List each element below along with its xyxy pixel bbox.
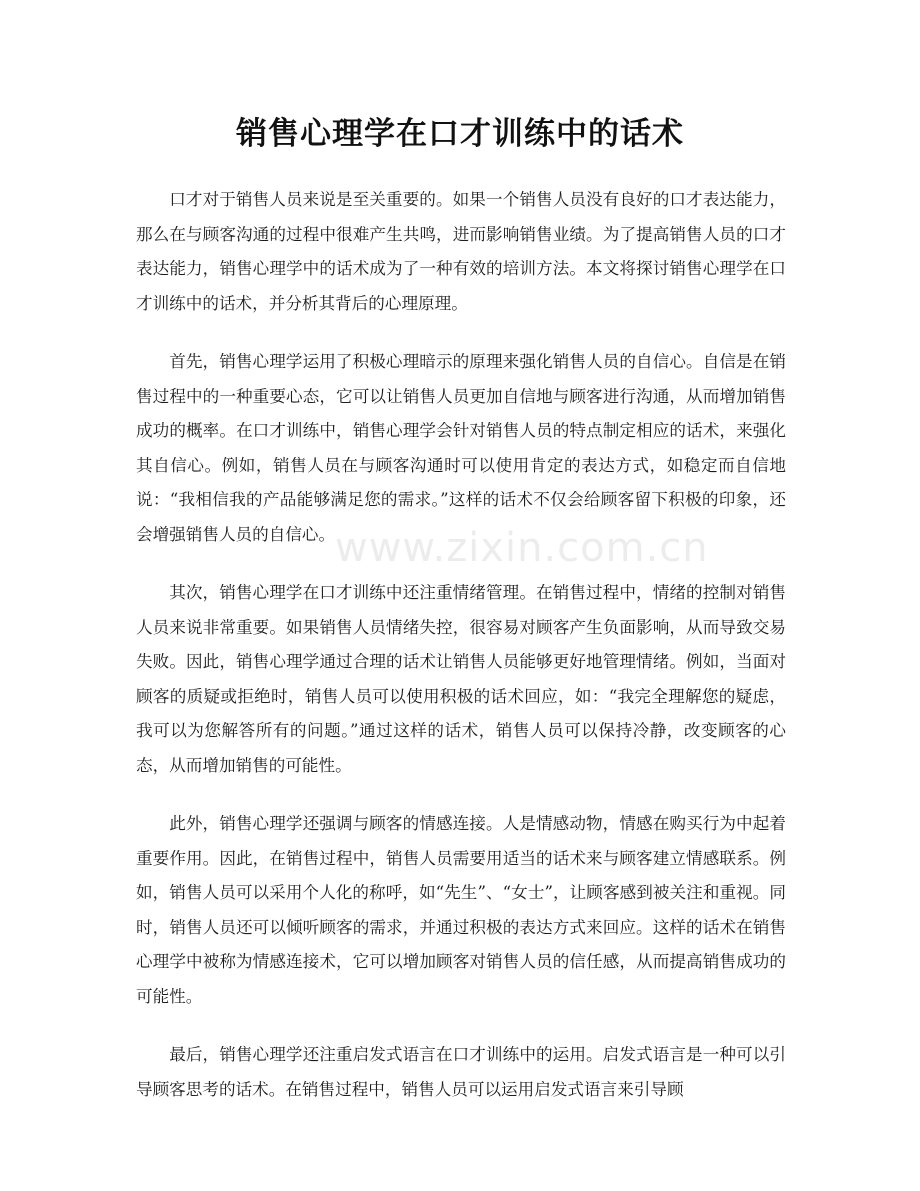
document-body <box>136 183 786 1131</box>
paragraph: 此外，销售心理学还强调与顾客的情感连接。人是情感动物，情感在购买行为中起着重要作用。因此，在销售过程中，销售人员需要用适当的话术来与顾客建立情感联系。例如，销售人员可以采用个人化的称呼，如“先生”、“女士”，让顾客感到被关注和重视。同时，销售人员还可以倾听顾客的需求，并通过积极的表达方式来回应。这样的话术在销售心理学中被称为情感连接术，它可以增加顾客对销售人员的信任感，从而提高销售成功的可能性。 <box>136 814 786 1006</box>
paragraph: 其次，销售心理学在口才训练中还注重情绪管理。在销售过程中，情绪的控制对销售人员来说非常重要。如果销售人员情绪失控，很容易对顾客产生负面影响，从而导致交易失败。因此，销售心理学通过合理的话术让销售人员能够更好地管理情绪。例如，当面对顾客的质疑或拒绝时，销售人员可以使用积极的话术回应，如：“我完全理解您的疑虑，我可以为您解答所有的问题。”通过这样的话术，销售人员可以保持冷静，改变顾客的心态，从而增加销售的可能性。 <box>136 583 786 775</box>
watermark: www.zixin.com.cn <box>335 525 709 571</box>
document-title: 销售心理学在口才训练中的话术 <box>236 116 684 152</box>
paragraph: 首先，销售心理学运用了积极心理暗示的原理来强化销售人员的自信心。自信是在销售过程中的一种重要心态，它可以让销售人员更加自信地与顾客进行沟通，从而增加销售成功的概率。在口才训练中，销售心理学会针对销售人员的特点制定相应的话术，来强化其自信心。例如，销售人员在与顾客沟通时可以使用肯定的表达方式，如稳定而自信地说：“我相信我的产品能够满足您的需求。”这样的话术不仅会给顾客留下积极的印象，还会增强销售人员的自信心。 <box>136 352 786 544</box>
paragraph: 口才对于销售人员来说是至关重要的。如果一个销售人员没有良好的口才表达能力，那么在与顾客沟通的过程中很难产生共鸣，进而影响销售业绩。为了提高销售人员的口才表达能力，销售心理学中的话术成为了一种有效的培训方法。本文将探讨销售心理学在口才训练中的话术，并分析其背后的心理原理。 <box>136 190 786 313</box>
paragraph: 最后，销售心理学还注重启发式语言在口才训练中的运用。启发式语言是一种可以引导顾客思考的话术。在销售过程中，销售人员可以运用启发式语言来引导顾 <box>136 1045 786 1099</box>
